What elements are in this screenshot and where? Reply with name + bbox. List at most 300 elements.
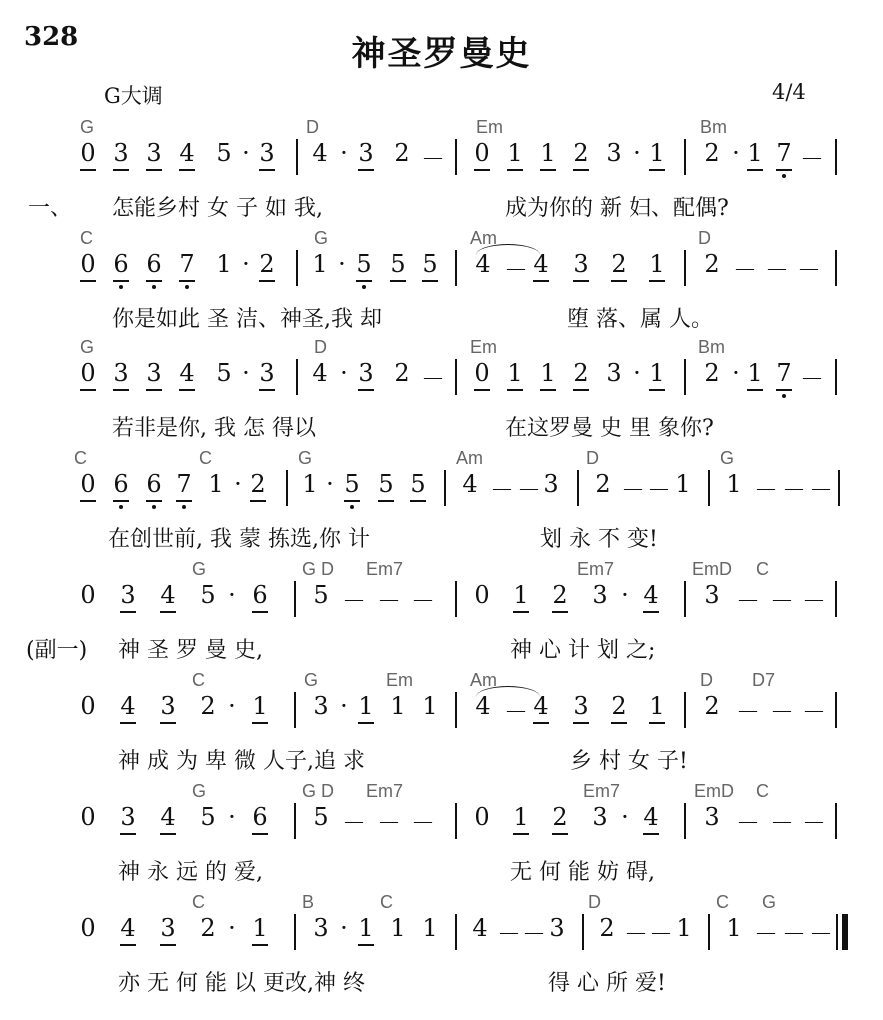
chord-symbol: D <box>306 117 319 137</box>
lyric-line: 你是如此 圣 洁、神圣,我 却 <box>112 307 382 332</box>
chord-symbol: C <box>192 670 205 690</box>
dot: · <box>621 581 629 609</box>
barline <box>684 250 686 286</box>
underline <box>474 169 490 171</box>
note: 4 <box>120 914 136 942</box>
dash-extension: － <box>377 587 401 615</box>
note: 1 <box>358 692 374 720</box>
barline <box>684 803 686 839</box>
barline <box>836 914 838 950</box>
dash-extension: － <box>504 698 528 726</box>
underline <box>146 280 162 282</box>
underline <box>507 389 523 391</box>
underline <box>649 169 665 171</box>
note: 3 <box>259 359 275 387</box>
note: 1 <box>513 581 529 609</box>
note: 1 <box>216 250 232 278</box>
underline <box>252 722 268 724</box>
note: 1 <box>649 692 665 720</box>
underline <box>259 389 275 391</box>
barline <box>577 470 579 506</box>
lyric-line: (副一) <box>26 638 88 663</box>
dot: · <box>242 139 250 167</box>
dash-extension: － <box>517 476 541 504</box>
final-barline <box>842 914 848 950</box>
note: 1 <box>390 692 406 720</box>
dash-extension: － <box>342 809 366 837</box>
dash-extension: － <box>754 920 778 948</box>
barline <box>455 139 457 175</box>
note: 1 <box>507 139 523 167</box>
song-title: 神圣罗曼史 <box>351 34 532 74</box>
dot: · <box>228 914 236 942</box>
note: 1 <box>252 692 268 720</box>
chord-symbol: Em7 <box>583 781 621 801</box>
note: 1 <box>726 470 742 498</box>
chord-symbol: Em7 <box>577 559 615 579</box>
note: 1 <box>540 139 556 167</box>
chord-symbol: Em7 <box>366 559 404 579</box>
chord-symbol: C <box>756 781 769 801</box>
note: 1 <box>649 139 665 167</box>
chord-symbol: G <box>762 892 777 912</box>
dash-extension: － <box>802 698 826 726</box>
underline <box>146 500 162 502</box>
note: 0 <box>80 250 96 278</box>
barline <box>708 914 710 950</box>
underline <box>573 722 589 724</box>
lyric-line: 怎能乡村 女 子 如 我, <box>112 196 323 221</box>
barline <box>835 692 837 728</box>
note: 7 <box>176 470 192 498</box>
note: 4 <box>312 359 328 387</box>
lyric-line: 神 永 远 的 爱, <box>118 860 263 885</box>
note: 5 <box>378 470 394 498</box>
dash-extension: － <box>782 920 806 948</box>
lyric-line: 若非是你, 我 怎 得以 <box>112 416 316 441</box>
underline <box>176 500 192 502</box>
note: 3 <box>573 692 589 720</box>
underline <box>573 280 589 282</box>
page-number: 328 <box>24 22 79 52</box>
chord-symbol: G D <box>302 781 335 801</box>
underline <box>80 389 96 391</box>
note: 0 <box>474 359 490 387</box>
barline <box>286 470 288 506</box>
note: 1 <box>513 803 529 831</box>
dash-extension: － <box>736 809 760 837</box>
underline <box>250 500 266 502</box>
chord-symbol: Em7 <box>366 781 404 801</box>
chord-symbol: Am <box>456 448 483 468</box>
note: 1 <box>252 914 268 942</box>
note: 3 <box>704 803 720 831</box>
note: 7 <box>776 359 792 387</box>
underline <box>540 389 556 391</box>
chord-symbol: D <box>700 670 713 690</box>
barline <box>294 581 296 617</box>
lyric-line: 神 心 计 划 之; <box>510 638 656 663</box>
key-signature: G大调 <box>104 84 163 108</box>
note: 6 <box>146 470 162 498</box>
note: 5 <box>344 470 360 498</box>
chord-symbol: EmD <box>694 781 734 801</box>
chord-symbol: D7 <box>752 670 776 690</box>
note: 4 <box>533 250 549 278</box>
note: 3 <box>146 139 162 167</box>
dash-extension: － <box>765 256 789 284</box>
underline <box>643 611 659 613</box>
barline <box>455 692 457 728</box>
lower-octave-dot <box>782 174 786 178</box>
dash-extension: － <box>736 698 760 726</box>
underline <box>573 389 589 391</box>
note: 1 <box>422 914 438 942</box>
dash-extension: － <box>490 476 514 504</box>
dot: · <box>228 692 236 720</box>
lower-octave-dot <box>362 285 366 289</box>
note: 3 <box>543 470 559 498</box>
underline <box>80 169 96 171</box>
underline <box>358 722 374 724</box>
note: 4 <box>462 470 478 498</box>
barline <box>708 470 710 506</box>
lyric-line: 神 圣 罗 曼 史, <box>118 638 263 663</box>
barline <box>835 139 837 175</box>
lower-octave-dot <box>119 285 123 289</box>
underline <box>643 833 659 835</box>
chord-symbol: B <box>302 892 315 912</box>
dot: · <box>326 470 334 498</box>
underline <box>552 833 568 835</box>
note: 1 <box>390 914 406 942</box>
note: 0 <box>80 692 96 720</box>
note: 1 <box>507 359 523 387</box>
underline <box>252 833 268 835</box>
dash-extension: － <box>770 587 794 615</box>
dash-extension: － <box>421 145 445 173</box>
note: 4 <box>120 692 136 720</box>
lyric-line: 堕 落、属 人。 <box>567 307 713 332</box>
underline <box>533 722 549 724</box>
lyric-line: 乡 村 女 子! <box>570 749 688 774</box>
dash-extension: － <box>736 587 760 615</box>
note: 7 <box>179 250 195 278</box>
dot: · <box>340 692 348 720</box>
chord-symbol: G <box>80 117 95 137</box>
dot: · <box>340 139 348 167</box>
dash-extension: － <box>809 920 833 948</box>
underline <box>410 500 426 502</box>
note: 5 <box>216 139 232 167</box>
chord-symbol: G <box>720 448 735 468</box>
barline <box>455 250 457 286</box>
barline <box>835 581 837 617</box>
dash-extension: － <box>802 809 826 837</box>
note: 5 <box>200 803 216 831</box>
note: 6 <box>113 470 129 498</box>
note: 3 <box>606 359 622 387</box>
note: 1 <box>675 470 691 498</box>
underline <box>356 280 372 282</box>
note: 1 <box>358 914 374 942</box>
note: 2 <box>250 470 266 498</box>
note: 2 <box>599 914 615 942</box>
dash-extension: － <box>800 365 824 393</box>
underline <box>533 280 549 282</box>
time-signature: 4/4 <box>772 80 806 104</box>
underline <box>747 169 763 171</box>
dash-extension: － <box>733 256 757 284</box>
underline <box>344 500 360 502</box>
note: 3 <box>358 139 374 167</box>
note: 2 <box>595 470 611 498</box>
lyric-line: 一、 <box>28 196 73 221</box>
barline <box>684 359 686 395</box>
barline <box>455 359 457 395</box>
note: 1 <box>302 470 318 498</box>
note: 0 <box>474 139 490 167</box>
chord-symbol: Bm <box>700 117 727 137</box>
chord-symbol: EmD <box>692 559 732 579</box>
note: 1 <box>649 250 665 278</box>
note: 0 <box>80 803 96 831</box>
underline <box>507 169 523 171</box>
note: 5 <box>200 581 216 609</box>
note: 4 <box>160 581 176 609</box>
barline <box>455 581 457 617</box>
note: 5 <box>216 359 232 387</box>
chord-symbol: C <box>74 448 87 468</box>
dash-extension: － <box>421 365 445 393</box>
dash-extension: － <box>802 587 826 615</box>
dot: · <box>242 359 250 387</box>
dash-extension: － <box>797 256 821 284</box>
note: 5 <box>422 250 438 278</box>
note: 0 <box>474 581 490 609</box>
note: 2 <box>704 359 720 387</box>
dash-extension: － <box>809 476 833 504</box>
barline <box>835 803 837 839</box>
underline <box>422 280 438 282</box>
lyric-line: 在这罗曼 史 里 象你? <box>505 416 714 441</box>
note: 2 <box>704 139 720 167</box>
underline <box>160 944 176 946</box>
dash-extension: － <box>770 809 794 837</box>
dot: · <box>732 139 740 167</box>
underline <box>80 280 96 282</box>
note: 2 <box>611 250 627 278</box>
underline <box>390 280 406 282</box>
note: 2 <box>200 692 216 720</box>
note: 1 <box>747 359 763 387</box>
note: 1 <box>312 250 328 278</box>
dash-extension: － <box>754 476 778 504</box>
note: 2 <box>394 139 410 167</box>
underline <box>611 722 627 724</box>
underline <box>776 389 792 391</box>
underline <box>358 944 374 946</box>
lyric-line: 无 何 能 妨 碍, <box>510 860 655 885</box>
dash-extension: － <box>377 809 401 837</box>
underline <box>113 389 129 391</box>
dot: · <box>338 250 346 278</box>
dot: · <box>633 359 641 387</box>
chord-symbol: Em <box>476 117 503 137</box>
chord-symbol: Em <box>386 670 413 690</box>
lyric-line: 在创世前, 我 蒙 拣选,你 计 <box>108 527 370 552</box>
dash-extension: － <box>647 476 671 504</box>
lower-octave-dot <box>782 394 786 398</box>
dot: · <box>732 359 740 387</box>
note: 2 <box>704 692 720 720</box>
note: 3 <box>606 139 622 167</box>
note: 3 <box>358 359 374 387</box>
underline <box>80 500 96 502</box>
barline <box>296 250 298 286</box>
underline <box>160 722 176 724</box>
lower-octave-dot <box>350 505 354 509</box>
underline <box>378 500 394 502</box>
barline <box>684 692 686 728</box>
dash-extension: － <box>621 476 645 504</box>
chord-symbol: C <box>192 892 205 912</box>
note: 0 <box>80 470 96 498</box>
note: 1 <box>208 470 224 498</box>
note: 1 <box>676 914 692 942</box>
underline <box>611 280 627 282</box>
chord-symbol: C <box>380 892 393 912</box>
underline <box>160 833 176 835</box>
note: 3 <box>573 250 589 278</box>
note: 3 <box>313 692 329 720</box>
note: 3 <box>113 139 129 167</box>
note: 6 <box>146 250 162 278</box>
dash-extension: － <box>624 920 648 948</box>
note: 3 <box>120 803 136 831</box>
note: 4 <box>643 803 659 831</box>
chord-symbol: G <box>80 337 95 357</box>
underline <box>146 389 162 391</box>
note: 5 <box>410 470 426 498</box>
chord-symbol: D <box>314 337 327 357</box>
chord-symbol: C <box>199 448 212 468</box>
note: 4 <box>472 914 488 942</box>
lyric-line: 神 成 为 卑 微 人子,追 求 <box>118 749 365 774</box>
dot: · <box>633 139 641 167</box>
note: 3 <box>146 359 162 387</box>
barline <box>838 470 840 506</box>
barline <box>294 803 296 839</box>
note: 0 <box>474 803 490 831</box>
chord-symbol: G <box>304 670 319 690</box>
dash-extension: － <box>504 256 528 284</box>
note: 3 <box>160 914 176 942</box>
lyric-line: 亦 无 何 能 以 更改,神 终 <box>118 971 365 996</box>
chord-symbol: G <box>314 228 329 248</box>
dot: · <box>242 250 250 278</box>
dot: · <box>228 581 236 609</box>
note: 4 <box>475 692 491 720</box>
underline <box>513 833 529 835</box>
barline <box>835 250 837 286</box>
note: 3 <box>120 581 136 609</box>
note: 4 <box>179 139 195 167</box>
lower-octave-dot <box>119 505 123 509</box>
underline <box>358 169 374 171</box>
chord-symbol: D <box>586 448 599 468</box>
note: 7 <box>776 139 792 167</box>
note: 1 <box>747 139 763 167</box>
note: 5 <box>356 250 372 278</box>
note: 2 <box>552 581 568 609</box>
barline <box>582 914 584 950</box>
underline <box>252 944 268 946</box>
underline <box>259 280 275 282</box>
note: 4 <box>312 139 328 167</box>
dash-extension: － <box>800 145 824 173</box>
lyric-line: 得 心 所 爱! <box>548 971 666 996</box>
dash-extension: － <box>497 920 521 948</box>
dot: · <box>621 803 629 831</box>
chord-symbol: G <box>192 559 207 579</box>
barline <box>294 692 296 728</box>
dash-extension: － <box>782 476 806 504</box>
note: 5 <box>313 581 329 609</box>
underline <box>573 169 589 171</box>
chord-symbol: G <box>192 781 207 801</box>
dash-extension: － <box>342 587 366 615</box>
chord-symbol: Em <box>470 337 497 357</box>
lower-octave-dot <box>152 505 156 509</box>
underline <box>474 389 490 391</box>
note: 3 <box>592 581 608 609</box>
note: 2 <box>200 914 216 942</box>
barline <box>455 803 457 839</box>
barline <box>444 470 446 506</box>
note: 2 <box>611 692 627 720</box>
underline <box>259 169 275 171</box>
lower-octave-dot <box>152 285 156 289</box>
note: 2 <box>259 250 275 278</box>
note: 3 <box>160 692 176 720</box>
note: 1 <box>422 692 438 720</box>
note: 3 <box>113 359 129 387</box>
underline <box>179 169 195 171</box>
dash-extension: － <box>649 920 673 948</box>
dash-extension: － <box>770 698 794 726</box>
barline <box>684 139 686 175</box>
lower-octave-dot <box>182 505 186 509</box>
lower-octave-dot <box>185 285 189 289</box>
note: 3 <box>313 914 329 942</box>
note: 0 <box>80 914 96 942</box>
dot: · <box>340 359 348 387</box>
note: 6 <box>252 581 268 609</box>
note: 3 <box>549 914 565 942</box>
underline <box>113 280 129 282</box>
underline <box>513 611 529 613</box>
underline <box>146 169 162 171</box>
note: 1 <box>540 359 556 387</box>
barline <box>455 914 457 950</box>
note: 6 <box>113 250 129 278</box>
note: 4 <box>475 250 491 278</box>
underline <box>179 280 195 282</box>
note: 2 <box>394 359 410 387</box>
underline <box>120 611 136 613</box>
note: 0 <box>80 359 96 387</box>
